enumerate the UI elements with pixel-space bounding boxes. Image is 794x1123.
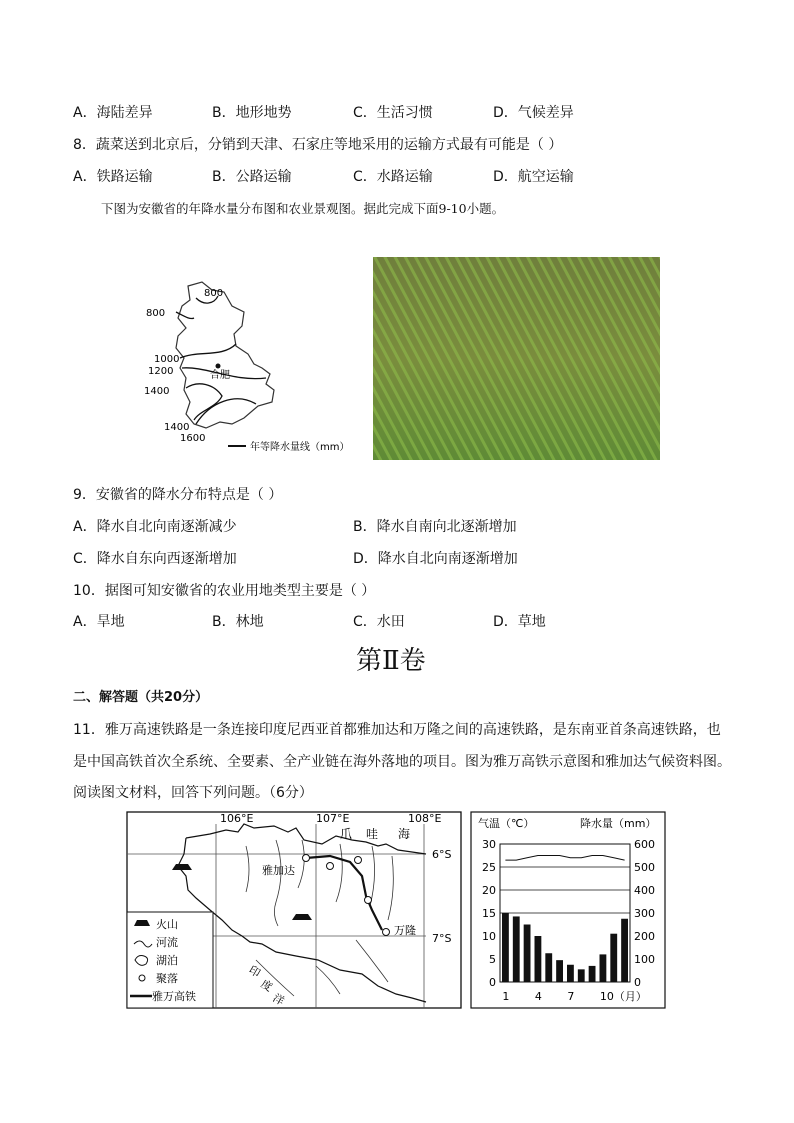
map-label-1000: 1000 [154,354,180,365]
right-tick-label: 100 [634,953,655,966]
q8-stem: 8．蔬菜送到北京后，分销到天津、石家庄等地采用的运输方式最有可能是（ ） [73,137,563,153]
ocean-char-1: 印 [246,963,263,981]
precipitation-bar [502,913,509,982]
map-label-1400-west: 1400 [144,386,170,397]
q7-option-c: C．生活习惯 [353,105,433,121]
legend-river: 河流 [156,936,178,949]
ylabel-left: 气温（℃） [478,817,535,830]
intro-9-10: 下图为安徽省的年降水量分布图和农业景观图。据此完成下面9-10小题。 [101,201,505,216]
map-label-1200: 1200 [148,366,174,377]
precipitation-bar [524,925,531,983]
precipitation-bar [578,969,585,982]
hefei-dot [216,364,221,369]
q10-option-b: B．林地 [212,614,264,630]
city-bandung: 万隆 [394,924,416,937]
q7-option-b: B．地形地势 [212,105,292,121]
rice-field-photo [373,257,660,460]
x-tick-label: 1 [502,990,510,1003]
precipitation-bar [513,916,520,982]
ocean-char-3: 洋 [270,991,287,1009]
map-label-hefei: 合肥 [210,370,230,381]
left-tick-label: 5 [489,953,496,966]
q8-option-b: B．公路运输 [212,169,292,185]
q7-option-a: A．海陆差异 [73,105,153,121]
left-tick-label: 10 [482,930,496,943]
map-label-800-north: 800 [204,288,224,299]
q9-option-a: A．降水自北向南逐渐减少 [73,519,237,535]
precipitation-bar [600,954,607,982]
left-tick-label: 0 [489,976,496,989]
q11-line-3: 阅读图文材料，回答下列问题。（6分） [73,785,313,801]
q7-option-d: D．气候差异 [493,105,574,121]
legend-settlement: 聚落 [156,972,178,985]
q8-option-a: A．铁路运输 [73,169,153,185]
sea-char-2: 哇 [366,827,379,841]
legend-railway: 雅万高铁 [152,990,196,1003]
ocean-char-2: 度 [258,977,275,995]
x-tick-label: 10（月） [599,990,647,1003]
sea-char-3: 海 [398,827,411,841]
q9-option-d: D．降水自北向南逐渐增加 [353,551,518,567]
right-tick-label: 300 [634,907,655,920]
lat-7: 7°S [432,932,452,945]
q11-line-1: 11．雅万高速铁路是一条连接印度尼西亚首都雅加达和万隆之间的高速铁路，是东南亚首条高速铁路，也 [73,722,721,738]
left-tick-label: 25 [482,861,496,874]
left-tick-label: 20 [482,884,496,897]
x-tick-label: 7 [567,990,575,1003]
volume-title: 第Ⅱ卷 [356,646,426,676]
precipitation-bar [535,936,542,982]
right-tick-label: 500 [634,861,655,874]
q10-option-a: A．旱地 [73,614,125,630]
lon-108: 108°E [408,812,442,825]
section-heading: 二、解答题（共20分） [73,690,209,705]
right-tick-label: 200 [634,930,655,943]
sea-char-1: 爪 [340,827,353,841]
lon-106: 106°E [220,812,254,825]
right-tick-label: 0 [634,976,641,989]
left-tick-label: 30 [482,838,496,851]
x-tick-label: 4 [534,990,542,1003]
q9-option-c: C．降水自东向西逐渐增加 [73,551,237,567]
right-tick-label: 400 [634,884,655,897]
map-label-1400-south: 1400 [164,422,190,433]
anhui-precipitation-map [140,278,370,458]
precipitation-bar [545,953,552,982]
legend-lake: 湖泊 [156,954,178,967]
q10-option-d: D．草地 [493,614,546,630]
q10-stem: 10．据图可知安徽省的农业用地类型主要是（ ） [73,583,376,599]
bandung-settlement [383,929,390,936]
right-tick-label: 600 [634,838,655,851]
q11-line-2: 是中国高铁首次全系统、全要素、全产业链在海外落地的项目。图为雅万高铁示意图和雅加达气候资料图。 [73,754,731,770]
left-tick-label: 15 [482,907,496,920]
precipitation-bar [567,965,574,982]
map-label-800-west: 800 [146,308,166,319]
precipitation-bar [610,934,617,982]
q8-option-d: D．航空运输 [493,169,574,185]
lon-107: 107°E [316,812,350,825]
map-label-1600: 1600 [180,433,206,444]
precipitation-bar [589,966,596,982]
map-legend-text: 年等降水量线（mm） [250,442,350,453]
q9-stem: 9．安徽省的降水分布特点是（ ） [73,487,283,503]
ylabel-right: 降水量（mm） [580,817,657,830]
jakarta-settlement [303,855,310,862]
precipitation-bar [556,960,563,982]
legend-volcano: 火山 [156,918,178,931]
city-jakarta: 雅加达 [262,864,295,877]
q9-option-b: B．降水自南向北逐渐增加 [353,519,517,535]
lat-6: 6°S [432,848,452,861]
yawan-railway-map [126,810,462,1010]
q10-option-c: C．水田 [353,614,405,630]
jakarta-climate-chart [470,810,666,1010]
q8-option-c: C．水路运输 [353,169,433,185]
precipitation-bar [621,919,628,982]
